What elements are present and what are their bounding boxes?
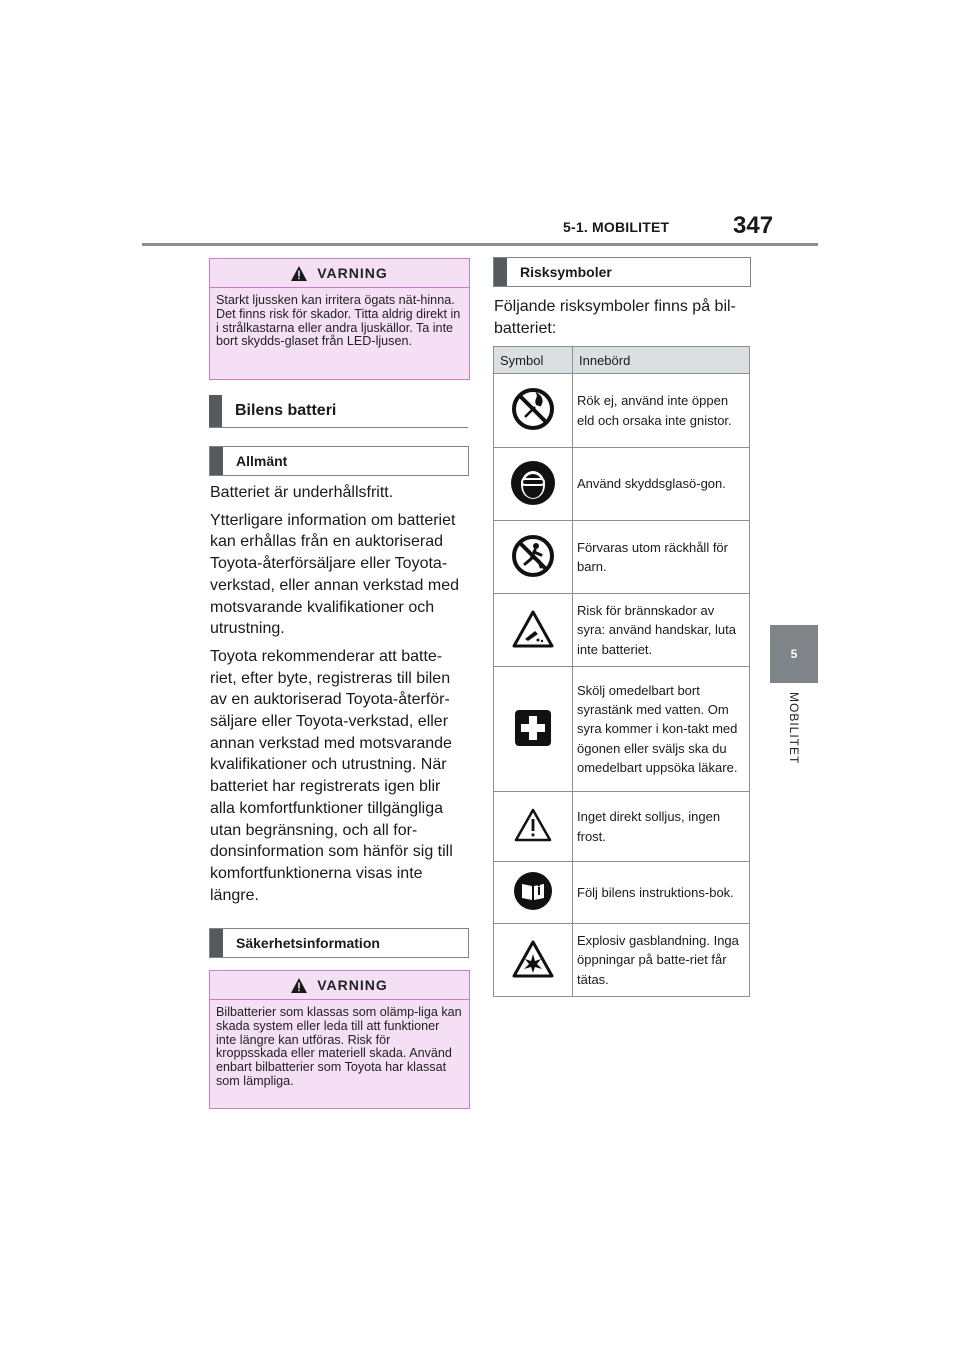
table-row: [494, 667, 750, 792]
meaning-cell: Skölj omedelbart bort syrastänk med vatten. Om syra kommer i kon-takt med ögonen eller sväljs ska du omedelbart uppsöka läkare.: [573, 667, 750, 792]
acid-burn-warning-icon: [511, 609, 555, 649]
warning-header: [210, 971, 469, 1000]
warning-box-light: [209, 258, 470, 380]
safety-goggles-icon: [510, 460, 556, 506]
symbol-cell: [494, 448, 573, 521]
explosion-warning-icon: [511, 939, 555, 979]
table-header-row: [494, 347, 750, 374]
warning-triangle-icon: [291, 266, 307, 281]
risk-symbol-table: [493, 346, 750, 997]
heading-marker: [209, 395, 222, 427]
chapter-tab: 5: [770, 625, 818, 683]
paragraph: Batteriet är underhållsfritt.: [210, 484, 394, 501]
heading-marker: [210, 447, 223, 475]
symbol-cell: [494, 374, 573, 448]
table-row: [494, 374, 750, 448]
subheading-text: Allmänt: [236, 453, 288, 469]
chapter-label: [760, 692, 828, 782]
symbol-cell: [494, 792, 573, 862]
chapter-label-text: MOBILITET: [787, 692, 801, 765]
subheading-text: Säkerhetsinformation: [236, 935, 380, 951]
heading-marker: [210, 929, 223, 957]
warning-title: VARNING: [317, 265, 388, 281]
warning-text: Starkt ljussken kan irritera ögats nät-hinna. Det finns risk för skador. Titta aldrig direkt in i strålkastarna eller andra ljuskällor. Ta inte bort skydds-glaset från LED-ljusen.: [216, 293, 461, 349]
meaning-cell: Explosiv gasblandning. Inga öppningar på batte-riet får tätas.: [573, 924, 750, 997]
table-row: [494, 924, 750, 997]
paragraph: Toyota rekommenderar att batte-riet, efter byte, registreras till bilen av en auktoriserad Toyota-återför-säljare eller Toyota-verkstad, eller annan verkstad med motsvarande kvalifikationer och utrustning. När batteriet har registrerats igen blir alla komfortfunktioner tillgängliga utan begränsning, och all for-donsinformation som hänför sig till komfortfunktionerna visas inte längre.: [210, 647, 453, 904]
symbol-cell: [494, 521, 573, 594]
section-heading-battery: [209, 395, 468, 428]
subheading-text: Risksymboler: [520, 264, 612, 280]
warning-title: VARNING: [317, 977, 388, 993]
page-number: 347: [733, 212, 774, 239]
warning-text: Bilbatterier som klassas som olämp-liga kan skada system eller leda till att funktioner inte längre kan utföras. Risk för kroppsskada eller materiell skada. Använd enbart bilbatterier som Toyota har klassat som lämpliga.: [216, 1005, 462, 1088]
symbol-cell: [494, 594, 573, 667]
subheading-general: [209, 446, 469, 476]
warning-box-battery: [209, 970, 470, 1109]
no-smoking-no-fire-icon: [511, 387, 555, 431]
section-heading-text: Bilens batteri: [235, 402, 337, 419]
first-aid-cross-icon: [515, 710, 551, 746]
meaning-cell: Förvaras utom räckhåll för barn.: [573, 521, 750, 594]
warning-header: [210, 259, 469, 288]
section-header: 5-1. MOBILITET: [563, 219, 670, 235]
symbol-cell: [494, 667, 573, 792]
symbol-cell: [494, 862, 573, 924]
table-row: [494, 448, 750, 521]
heading-marker: [494, 258, 507, 286]
meaning-cell: Använd skyddsglasö-gon.: [573, 448, 750, 521]
symbol-cell: [494, 924, 573, 997]
general-body: [210, 482, 468, 912]
table-row: [494, 792, 750, 862]
meaning-cell: Risk för brännskador av syra: använd handskar, luta inte batteriet.: [573, 594, 750, 667]
header-rule: [142, 243, 818, 246]
table-row: [494, 594, 750, 667]
warning-triangle-icon: [291, 978, 307, 993]
subheading-risk: [493, 257, 751, 287]
paragraph: Ytterligare information om batteriet kan erhållas från en auktoriserad Toyota-återförsäljare eller Toyota-verkstad, eller annan verkstad med motsvarande kvalifikationer och utrustning.: [210, 511, 460, 638]
column-header-symbol: Symbol: [494, 347, 573, 374]
meaning-cell: Inget direkt solljus, ingen frost.: [573, 792, 750, 862]
column-header-meaning: Innebörd: [573, 347, 750, 374]
subheading-safety: [209, 928, 469, 958]
table-row: [494, 862, 750, 924]
meaning-cell: Följ bilens instruktions-bok.: [573, 862, 750, 924]
table-row: [494, 521, 750, 594]
meaning-cell: Rök ej, använd inte öppen eld och orsaka inte gnistor.: [573, 374, 750, 448]
read-manual-icon: [513, 871, 553, 911]
general-warning-icon: [513, 807, 553, 843]
risk-intro: Följande risksymboler finns på bil-batteriet:: [494, 298, 736, 337]
keep-away-from-children-icon: [511, 534, 555, 578]
